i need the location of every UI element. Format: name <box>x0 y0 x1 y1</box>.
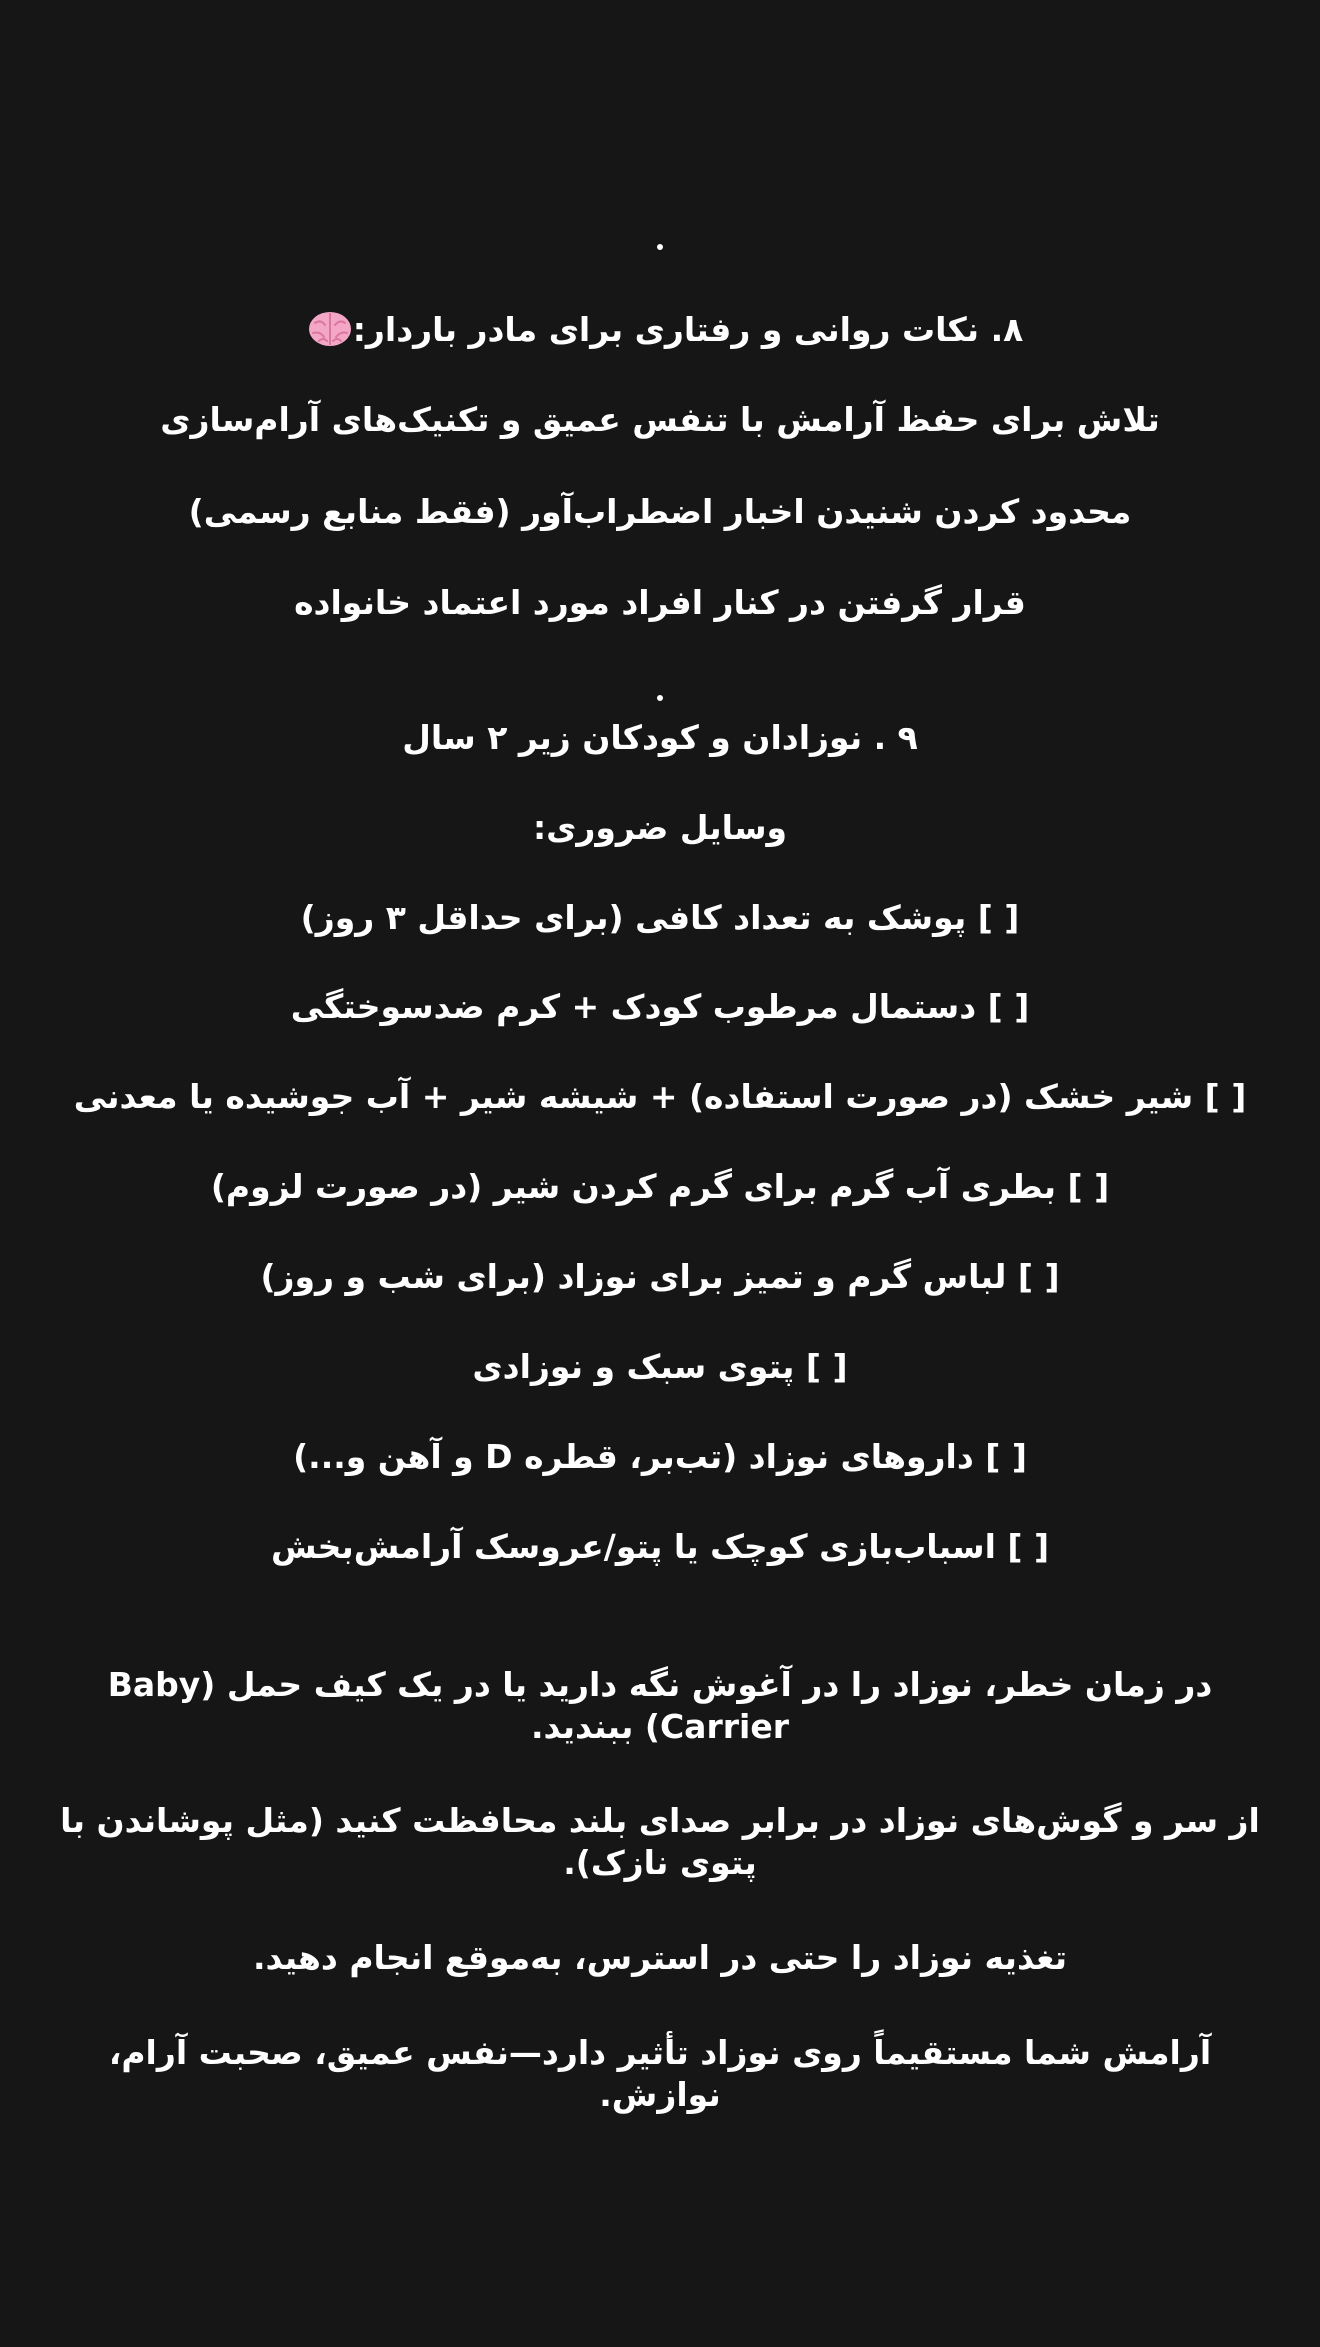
checklist-item: [ ] لباس گرم و تمیز برای نوزاد (برای شب و روز) <box>260 1257 1060 1296</box>
separator-dot <box>657 244 663 250</box>
checklist-item: [ ] پتوی سبک و نوزادی <box>472 1347 848 1386</box>
tip-paragraph: آرامش شما مستقیماً روی نوزاد تأثیر دارد—نفس عمیق، صحبت آرام، نوازش. <box>108 2033 1212 2114</box>
section-8-item: محدود کردن شنیدن اخبار اضطراب‌آور (فقط منابع رسمی) <box>188 492 1132 531</box>
section-8-title <box>40 308 1280 352</box>
tip-paragraph: تغذیه نوزاد را حتی در استرس، به‌موقع انجام دهید. <box>252 1938 1068 1977</box>
brain-icon <box>307 309 353 349</box>
section-8-item: قرار گرفتن در کنار افراد مورد اعتماد خانواده <box>294 583 1026 622</box>
separator-dot <box>657 695 663 701</box>
section-8-item: تلاش برای حفظ آرامش با تنفس عمیق و تکنیک‌های آرام‌سازی <box>160 400 1160 439</box>
checklist-item: [ ] بطری آب گرم برای گرم کردن شیر (در صورت لزوم) <box>210 1167 1110 1206</box>
section-9-title: ۹ . نوزادان و کودکان زیر ۲ سال <box>402 718 918 757</box>
section-8-title-text: ۸. نکات روانی و رفتاری برای مادر باردار: <box>352 310 1024 349</box>
section-9-subtitle: وسایل ضروری: <box>532 808 788 847</box>
tip-paragraph: در زمان خطر، نوزاد را در آغوش نگه دارید یا در یک کیف حمل (Baby Carrier) ببندید. <box>107 1665 1213 1746</box>
checklist-item: [ ] شیر خشک (در صورت استفاده) + شیشه شیر + آب جوشیده یا معدنی <box>73 1077 1247 1116</box>
checklist-item: [ ] اسباب‌بازی کوچک یا پتو/عروسک آرامش‌بخش <box>270 1527 1050 1566</box>
checklist-item: [ ] داروهای نوزاد (تب‌بر، قطره D و آهن و...) <box>293 1437 1027 1476</box>
checklist-item: [ ] دستمال مرطوب کودک + کرم ضدسوختگی <box>290 987 1030 1026</box>
checklist-item: [ ] پوشک به تعداد کافی (برای حداقل ۳ روز) <box>300 898 1020 937</box>
tip-paragraph: از سر و گوش‌های نوزاد در برابر صدای بلند محافظت کنید (مثل پوشاندن با پتوی نازک). <box>60 1801 1260 1882</box>
